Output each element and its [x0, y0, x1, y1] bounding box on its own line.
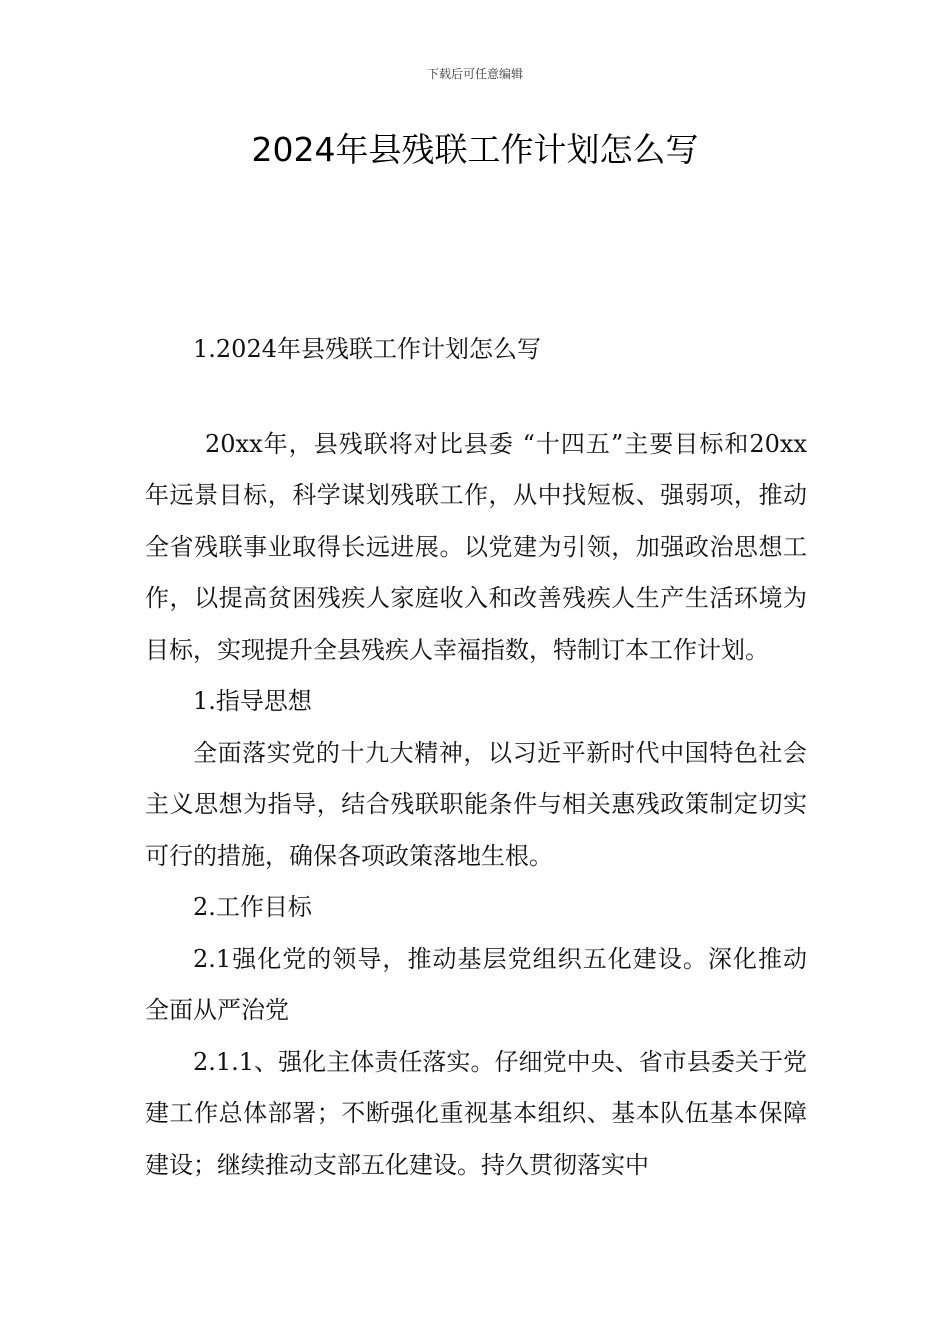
section-heading: 1.2024年县残联工作计划怎么写: [193, 335, 541, 363]
page-header-note: 下载后可任意编辑: [426, 67, 523, 81]
subheading-guiding-ideology: 1.指导思想: [193, 687, 312, 715]
intro-paragraph: 20xx年，县残联将对比县委 “十四五”主要目标和20xx年远景目标，科学谋划残联工作，从中找短板、强弱项，推动全省残联事业取得长远进展。以党建为引领，加强政治思想工作，以提高贫困残疾人家庭收入和改善残疾人生产生活环境为目标，实现提升全县残疾人幸福指数，特制订本工作计划。: [145, 429, 807, 664]
goal-2-1-paragraph: 2.1强化党的领导，推动基层党组织五化建设。深化推动全面从严治党: [145, 944, 807, 1024]
subheading-work-goals: 2.工作目标: [193, 893, 312, 921]
goal-2-1-1-paragraph: 2.1.1、强化主体责任落实。仔细党中央、省市县委关于党建工作总体部署；不断强化重视基本组织、基本队伍基本保障建设；继续推动支部五化建设。持久贯彻落实中: [145, 1047, 807, 1179]
document-body: [145, 324, 807, 1191]
document-title: 2024年县残联工作计划怎么写: [251, 130, 699, 169]
guiding-ideology-paragraph: 全面落实党的十九大精神，以习近平新时代中国特色社会主义思想为指导，结合残联职能条件与相关惠残政策制定切实可行的措施，确保各项政策落地生根。: [145, 738, 807, 870]
